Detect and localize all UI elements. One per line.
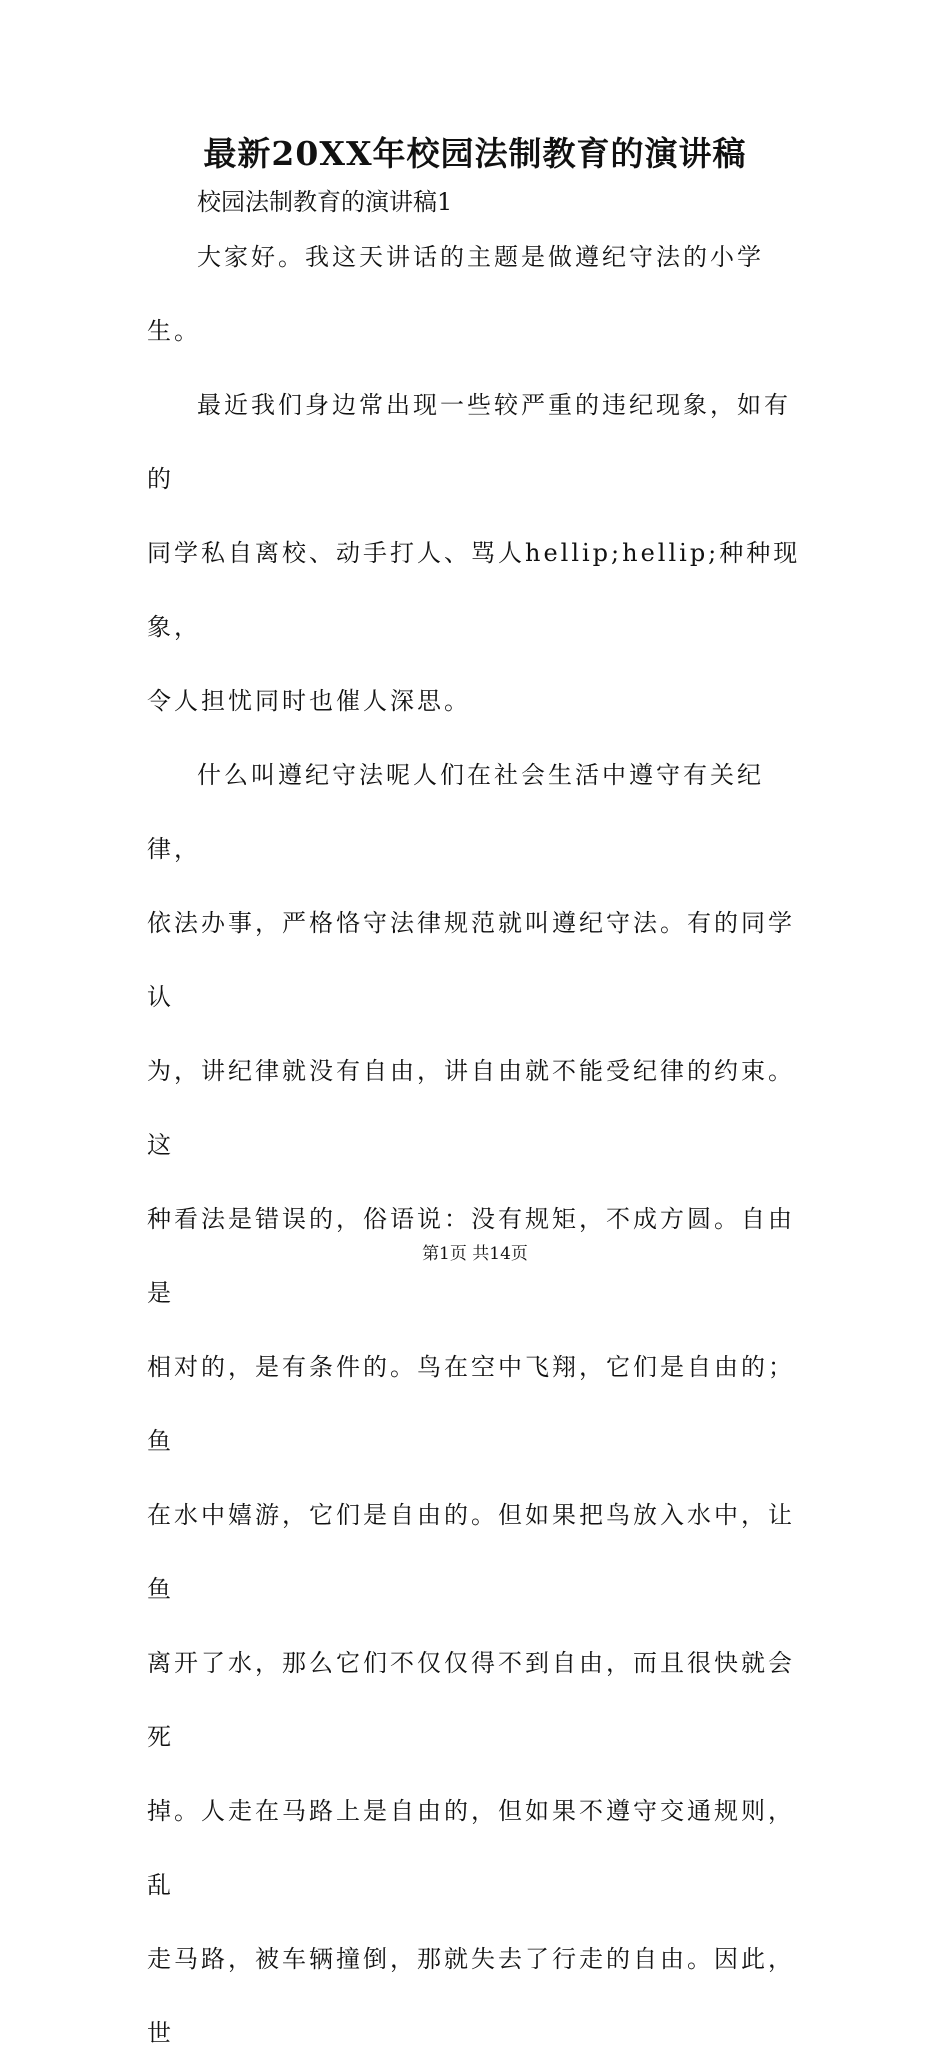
page-number-footer: 第1页 共14页 [422,1244,528,1264]
paragraph-1: 大家好。我这天讲话的主题是做遵纪守法的小学生。 [147,243,764,345]
document-subtitle: 校园法制教育的演讲稿1 [197,188,453,216]
paragraph-3: 什么叫遵纪守法呢人们在社会生活中遵守有关纪律， 依法办事，严格恪守法律规范就叫遵纪守法。有的同学认 为，讲纪律就没有自由，讲自由就不能受纪律的约束。这 种看法是错误的，俗语说：没有规矩，不成方圆。自由是 相对的，是有条件的。鸟在空中飞翔，它们是自由的；鱼 在水中嬉游，它们是自由的。但如果把鸟放入水中，让鱼 离开了水，那么它们不仅仅得不到自由，而且很快就会死 掉。人走在马路上是自由的，但如果不遵守交通规则，乱 走马路，被车辆撞倒，那就失去了行走的自由。因此，世 [147,761,795,2047]
paragraph-2: 最近我们身边常出现一些较严重的违纪现象，如有的 同学私自离校、动手打人、骂人hellip;hellip;种种现象， 令人担忧同时也催人深思。 [147,391,801,715]
document-title: 最新20XX年校园法制教育的演讲稿 [203,134,747,173]
document-body [147,220,807,2070]
